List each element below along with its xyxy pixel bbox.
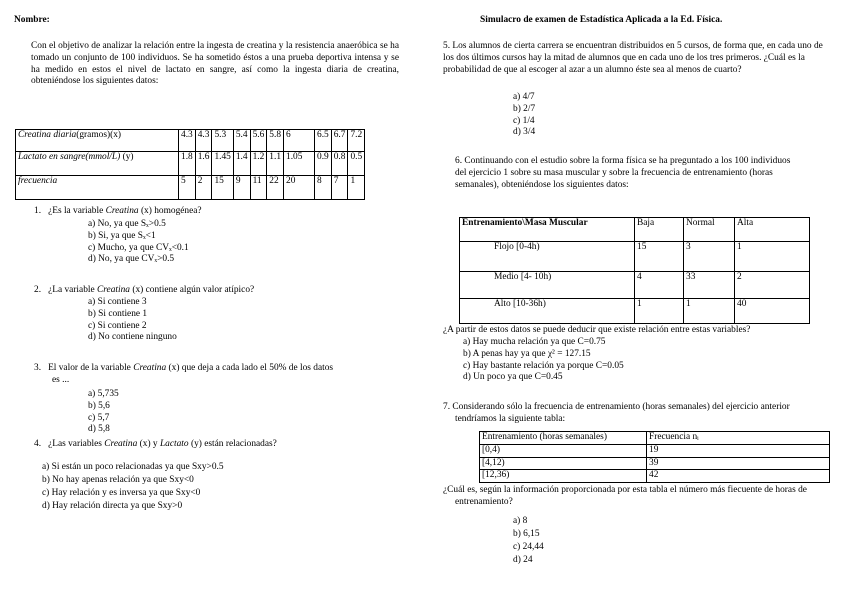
table-cell: 8: [315, 176, 332, 200]
table-cell: [4,12): [480, 457, 647, 470]
table-row: [480, 470, 830, 483]
table-cell: 1: [684, 299, 735, 324]
option: a) 8: [513, 516, 528, 526]
table-cell: 15: [212, 176, 233, 200]
table-cell: 39: [647, 457, 830, 470]
option: b) Si contiene 1: [88, 308, 148, 319]
question-2-options: [88, 297, 177, 344]
intro-paragraph: Con el objetivo de analizar la relación entre la ingesta de creatina y la resistencia anaeróbica se ha tomado un conjunto de 100 individuos. Se ha sometido éstos a una prueba deportiva intensa y se ha medido en estos el nivel de lactato en sangre, así como la ingesta diaria de creatina, obteniéndose los siguientes datos:: [31, 41, 399, 87]
table-cell: 1.6: [195, 152, 212, 176]
option: b) 2/7: [513, 103, 536, 114]
question-3-options: [88, 389, 119, 436]
table-cell: 1.8: [179, 152, 196, 176]
table-row: [460, 272, 810, 299]
question-7-ask: ¿Cuál es, según la información proporcionada por esta tabla el número más fiecuente de horas de entrenamiento?: [443, 485, 807, 507]
table-cell: 1.1: [267, 152, 284, 176]
nombre-label: Nombre:: [14, 15, 50, 25]
option: c) Mucho, ya que CVₓ<0.1: [88, 242, 189, 253]
table-cell: 7: [331, 176, 348, 200]
table-header-cell: Entrenamiento (horas semanales): [480, 432, 647, 445]
question-1: 1. ¿Es la variable Creatina (x) homogénea?: [34, 206, 202, 216]
table-cell: 4: [635, 272, 684, 299]
option: b) A penas hay ya que χ² = 127.15: [463, 348, 591, 359]
table-cell: 5.8: [267, 130, 284, 152]
table-cell: 2: [195, 176, 212, 200]
option: a) 4/7: [513, 92, 535, 102]
option: d) No contiene ninguno: [88, 332, 177, 343]
frequency-table: [479, 431, 830, 483]
table-cell: 9: [233, 176, 250, 200]
option: d) No, ya que CVₓ>0.5: [88, 254, 175, 265]
option: c) 24,44: [513, 541, 544, 552]
table-cell: 5.6: [250, 130, 267, 152]
table-cell: 42: [647, 470, 830, 483]
table-cell: 6.5: [315, 130, 332, 152]
option: c) 1/4: [513, 115, 535, 126]
table-cell: 1: [635, 299, 684, 324]
option: a) Hay mucha relación ya que C=0.75: [463, 337, 606, 347]
option: a) Si están un poco relacionadas ya que Sxy>0.5: [42, 462, 224, 472]
table-cell: 2: [735, 272, 810, 299]
table-cell: 6.7: [331, 130, 348, 152]
table-cell: 1.2: [250, 152, 267, 176]
table-cell: 1.45: [212, 152, 233, 176]
table-cell: 20: [284, 176, 315, 200]
table-row: [460, 242, 810, 272]
question-6: 6. Continuando con el estudio sobre la forma física se ha preguntado a los 100 individuos del ejercicio 1 sobre su masa muscular y sobre la frecuencia de entrenamiento (horas semanales), obteniéndose los siguientes datos:: [455, 156, 791, 190]
option: b) Si, ya que Sₓ<1: [88, 230, 156, 241]
table-cell: [0,4): [480, 444, 647, 457]
table-cell: Medio [4- 10h): [460, 272, 635, 299]
question-6-ask: ¿A partir de estos datos se puede deducir que existe relación entre estas variables?: [443, 325, 751, 335]
option: a) No, ya que Sₓ>0.5: [88, 219, 166, 229]
option: c) Hay relación y es inversa ya que Sxy<0: [42, 487, 201, 498]
option: d) 24: [513, 554, 533, 565]
question-3: 3. El valor de la variable Creatina (x) que deja a cada lado el 50% de los datos: [34, 363, 334, 373]
row-label: Lactato en sangre(mmol/L) (y): [16, 152, 179, 176]
table-cell: 5: [179, 176, 196, 200]
question-1-options: [88, 219, 189, 266]
row-label: Creatina diaria(gramos)(x): [16, 130, 179, 152]
table-cell: 40: [735, 299, 810, 324]
table-cell: Flojo [0-4h): [460, 242, 635, 272]
option: b) No hay apenas relación ya que Sxy<0: [42, 474, 194, 485]
table-row: [16, 130, 365, 152]
option: c) 5,7: [88, 412, 110, 423]
contingency-table: [459, 217, 810, 324]
question-3-cont: es ...: [52, 375, 70, 385]
question-6-options: [463, 337, 624, 384]
page-title: Simulacro de examen de Estadística Aplicada a la Ed. Física.: [480, 15, 723, 25]
table-row: [460, 299, 810, 324]
data-table: [15, 129, 365, 200]
table-header-cell: Entrenamiento\Masa Muscular: [460, 218, 635, 242]
option: c) Si contiene 2: [88, 320, 147, 331]
row-label: frecuencia: [16, 176, 179, 200]
option: a) Si contiene 3: [88, 297, 147, 307]
table-cell: 11: [250, 176, 267, 200]
table-cell: 19: [647, 444, 830, 457]
table-row: [480, 444, 830, 457]
table-cell: 0.9: [315, 152, 332, 176]
table-cell: 1: [735, 242, 810, 272]
option: b) 5,6: [88, 400, 110, 411]
table-cell: 4.3: [195, 130, 212, 152]
question-5: 5. Los alumnos de cierta carrera se encuentran distribuidos en 5 cursos, de forma que, en cada uno de los dos últimos cursos hay la mitad de alumnos que en cada uno de los tres primeros. ¿Cuál es la probabilidad de que al escoger al azar a un alumno éste sea al menos de cuarto?: [443, 41, 823, 75]
table-cell: 5.4: [233, 130, 250, 152]
table-cell: 1: [348, 176, 365, 200]
table-cell: 15: [635, 242, 684, 272]
option: a) 5,735: [88, 389, 119, 399]
question-2: 2. ¿La variable Creatina (x) contiene algún valor atípico?: [34, 285, 255, 295]
option: d) 3/4: [513, 127, 536, 138]
question-5-options: [513, 92, 535, 139]
table-header-cell: Frecuencia nᵢ: [647, 432, 830, 445]
question-4-options: [42, 461, 224, 513]
option: d) Un poco ya que C=0.45: [463, 372, 563, 383]
table-cell: Alto [10-36h): [460, 299, 635, 324]
table-cell: 1.05: [284, 152, 315, 176]
table-header-cell: Baja: [635, 218, 684, 242]
table-header-cell: Normal: [684, 218, 735, 242]
table-cell: 4.3: [179, 130, 196, 152]
table-cell: 0.5: [348, 152, 365, 176]
table-cell: 7.2: [348, 130, 365, 152]
table-cell: 0.8: [331, 152, 348, 176]
table-cell: 22: [267, 176, 284, 200]
table-row: [480, 457, 830, 470]
option: d) 5,8: [88, 424, 110, 435]
option: d) Hay relación directa ya que Sxy>0: [42, 500, 183, 511]
table-cell: 5.3: [212, 130, 233, 152]
table-cell: [12,36): [480, 470, 647, 483]
table-cell: 6: [284, 130, 315, 152]
table-row: [460, 218, 810, 242]
question-4: 4. ¿Las variables Creatina (x) y Lactato (y) están relacionadas?: [34, 439, 277, 449]
table-cell: 1.4: [233, 152, 250, 176]
option: c) Hay bastante relación ya porque C=0.05: [463, 360, 624, 371]
table-row: [480, 432, 830, 445]
question-7: 7. Considerando sólo la frecuencia de entrenamiento (horas semanales) del ejercicio anterior tendríamos la siguiente tabla:: [443, 402, 790, 424]
table-cell: 3: [684, 242, 735, 272]
question-7-options: [513, 515, 544, 567]
table-cell: 33: [684, 272, 735, 299]
option: b) 6,15: [513, 528, 540, 539]
table-row: [16, 152, 365, 176]
table-row: [16, 176, 365, 200]
table-header-cell: Alta: [735, 218, 810, 242]
